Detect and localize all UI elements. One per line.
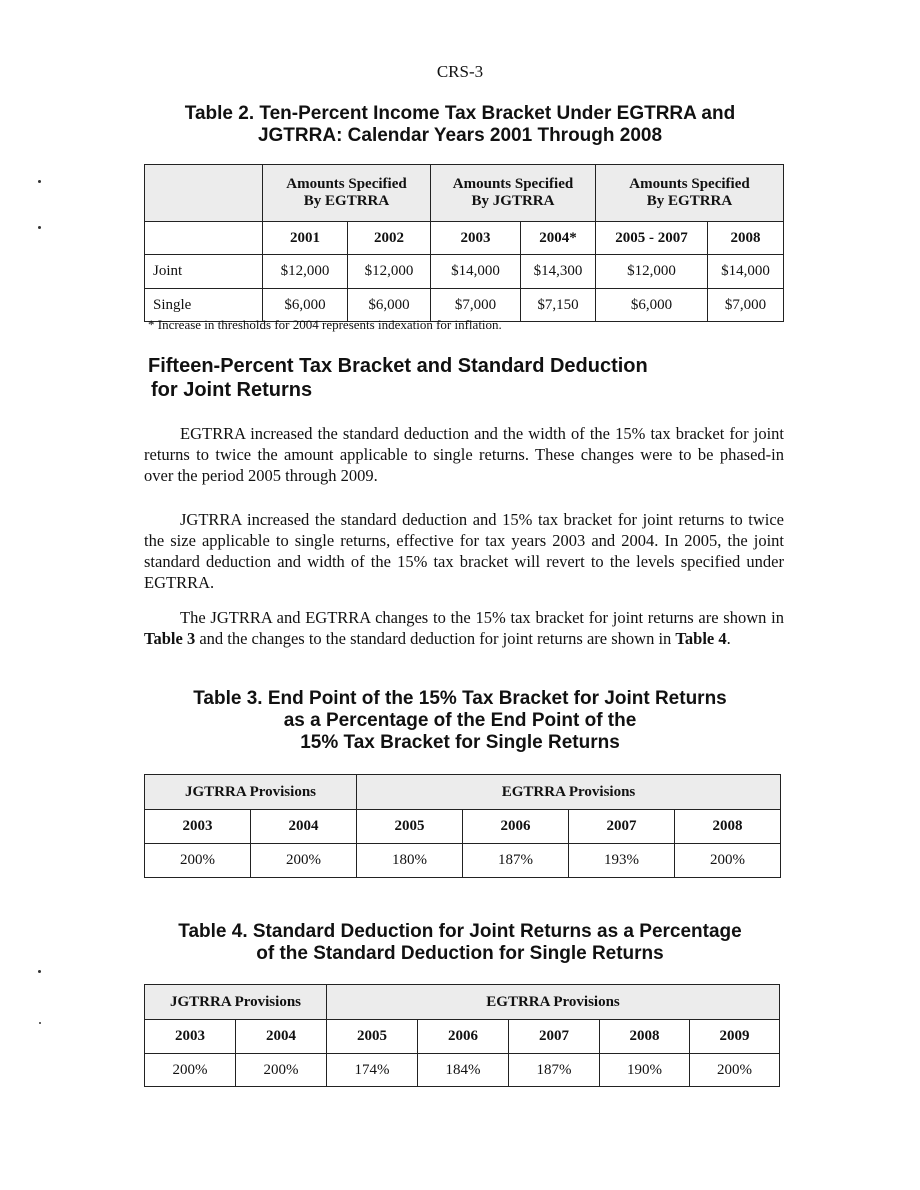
table-cell: 187% <box>509 1054 600 1087</box>
table-cell: $14,000 <box>708 255 784 289</box>
group-line1: Amounts Specified <box>452 176 574 192</box>
table-cell: $7,150 <box>521 289 596 322</box>
table-cell: $14,300 <box>521 255 596 289</box>
year-header: 2006 <box>463 810 569 844</box>
table3-caption-line1: Table 3. End Point of the 15% Tax Bracket for Joint Returns <box>193 688 727 709</box>
paragraph-3 <box>144 607 784 649</box>
table-cell: $14,000 <box>431 255 521 289</box>
table3-caption-line3: 15% Tax Bracket for Single Returns <box>300 732 620 753</box>
table2-year-row <box>145 222 784 255</box>
table2-footnote: * Increase in thresholds for 2004 represents indexation for inflation. <box>148 317 502 332</box>
table2-caption-line1: Table 2. Ten-Percent Income Tax Bracket Under EGTRRA and <box>184 103 736 124</box>
group-jgtrra-provisions: JGTRRA Provisions <box>145 775 357 810</box>
year-header: 2004* <box>521 222 596 255</box>
table-cell: 200% <box>145 844 251 878</box>
table4 <box>144 984 780 1087</box>
paragraph-1: EGTRRA increased the standard deduction and the width of the 15% tax bracket for joint returns to twice the amount applicable to single returns. These changes were to be phased-in over the period 2005 through 2009. <box>144 424 784 485</box>
year-header: 2008 <box>708 222 784 255</box>
year-header: 2005 <box>327 1020 418 1054</box>
year-header: 2008 <box>600 1020 690 1054</box>
table-cell: $12,000 <box>348 255 431 289</box>
group-egtrra-provisions: EGTRRA Provisions <box>327 985 780 1020</box>
year-header: 2007 <box>509 1020 600 1054</box>
group-line1: Amounts Specified <box>286 176 407 192</box>
page-header: CRS-3 <box>436 62 484 81</box>
year-header: 2003 <box>431 222 521 255</box>
group-egtrra-provisions: EGTRRA Provisions <box>357 775 781 810</box>
table2-group-jgtrra <box>431 165 596 222</box>
table-row <box>145 1054 780 1087</box>
group-jgtrra-provisions: JGTRRA Provisions <box>145 985 327 1020</box>
table2-year-corner <box>145 222 263 255</box>
section-heading-line1: Fifteen-Percent Tax Bracket and Standard Deduction <box>148 355 648 377</box>
group-line1: Amounts Specified <box>629 176 750 192</box>
table-cell: 174% <box>327 1054 418 1087</box>
year-header: 2009 <box>690 1020 780 1054</box>
table2-group-row <box>145 165 784 222</box>
row-label: Single <box>145 289 263 322</box>
table-cell: $12,000 <box>263 255 348 289</box>
year-header: 2005 - 2007 <box>596 222 708 255</box>
group-line2: By JGTRRA <box>471 193 555 209</box>
table4-group-row <box>145 985 780 1020</box>
year-header: 2001 <box>263 222 348 255</box>
table-cell: 200% <box>145 1054 236 1087</box>
year-header: 2006 <box>418 1020 509 1054</box>
table-cell: 187% <box>463 844 569 878</box>
table3 <box>144 774 781 878</box>
scan-speck <box>38 226 41 229</box>
table3-caption <box>120 688 800 754</box>
table3-caption-line2: as a Percentage of the End Point of the <box>283 710 637 731</box>
table-row <box>145 844 781 878</box>
paragraph-2: JGTRRA increased the standard deduction and 15% tax bracket for joint returns to twice the size applicable to single returns, effective for tax years 2003 and 2004. In 2005, the joint standard deduction and width of the 15% tax bracket will revert to the levels specified under EGTRRA. <box>144 510 784 592</box>
section-heading <box>148 354 648 402</box>
table3-reference: Table 3 <box>144 629 196 648</box>
table3-group-row <box>145 775 781 810</box>
row-label: Joint <box>145 255 263 289</box>
table4-year-row <box>145 1020 780 1054</box>
table-cell: 184% <box>418 1054 509 1087</box>
table-cell: $6,000 <box>263 289 348 322</box>
group-line2: By EGTRRA <box>303 193 390 209</box>
scan-speck <box>39 1022 41 1024</box>
table-cell: $7,000 <box>431 289 521 322</box>
year-header: 2005 <box>357 810 463 844</box>
table-cell: 180% <box>357 844 463 878</box>
table-cell: 200% <box>251 844 357 878</box>
table-cell: 200% <box>675 844 781 878</box>
table-cell: $6,000 <box>348 289 431 322</box>
year-header: 2003 <box>145 810 251 844</box>
table-cell: 193% <box>569 844 675 878</box>
paragraph-3-text: and the changes to the standard deduction for joint returns are shown in <box>195 629 676 648</box>
year-header: 2007 <box>569 810 675 844</box>
table-cell: $12,000 <box>596 255 708 289</box>
table2-caption-line2: JGTRRA: Calendar Years 2001 Through 2008 <box>257 125 663 146</box>
table4-caption-line1: Table 4. Standard Deduction for Joint Returns as a Percentage <box>178 921 742 942</box>
section-heading-line2: for Joint Returns <box>151 379 313 401</box>
year-header: 2008 <box>675 810 781 844</box>
scan-speck <box>38 970 41 973</box>
table4-reference: Table 4 <box>675 629 727 648</box>
year-header: 2002 <box>348 222 431 255</box>
paragraph-3-text: The JGTRRA and EGTRRA changes to the 15% tax bracket for joint returns are shown in <box>180 608 784 627</box>
table-cell: 200% <box>690 1054 780 1087</box>
table-cell: 190% <box>600 1054 690 1087</box>
scan-speck <box>38 180 41 183</box>
table2-group-egtrra-2 <box>596 165 784 222</box>
table-cell: $7,000 <box>708 289 784 322</box>
table2 <box>144 164 784 322</box>
year-header: 2004 <box>236 1020 327 1054</box>
table4-caption <box>120 921 800 965</box>
table3-year-row <box>145 810 781 844</box>
paragraph-3-text: . <box>726 629 731 648</box>
table-cell: 200% <box>236 1054 327 1087</box>
table-cell: $6,000 <box>596 289 708 322</box>
year-header: 2003 <box>145 1020 236 1054</box>
table-row <box>145 255 784 289</box>
table4-caption-line2: of the Standard Deduction for Single Returns <box>256 943 664 964</box>
year-header: 2004 <box>251 810 357 844</box>
table2-caption <box>120 103 800 147</box>
group-line2: By EGTRRA <box>646 193 733 209</box>
table2-corner-cell <box>145 165 263 222</box>
table2-group-egtrra-1 <box>263 165 431 222</box>
